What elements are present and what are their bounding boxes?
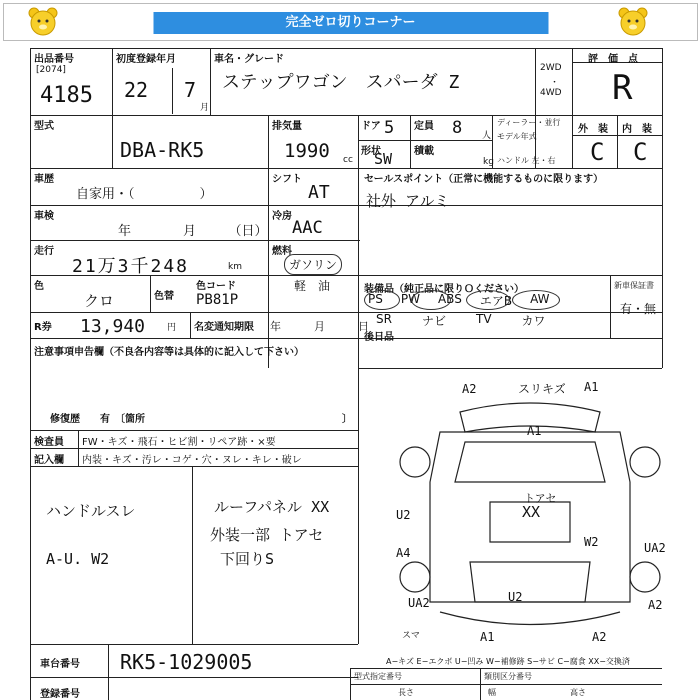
model-type-value: DBA-RK5 [120, 138, 205, 162]
equipment-label: 装備品（純正品に限りＯください） [364, 284, 524, 295]
load-label: 積載 [414, 146, 434, 157]
type-designation-label: 型式指定番号 [354, 672, 402, 681]
car-name-value: ステップワゴン スパーダ Z [222, 72, 460, 93]
fuel-label: 燃料 [272, 246, 292, 257]
yen-unit: 円 [167, 323, 177, 333]
tax-value: 年 月 日 [270, 320, 369, 333]
equip-abs-circle [466, 290, 513, 310]
equip-pw-circle [411, 290, 451, 310]
drive-4wd: 4WD [540, 88, 562, 98]
color-value: クロ [84, 292, 115, 310]
note-left-2: A-U. W2 [46, 550, 110, 568]
drive-separator: ・ [550, 78, 560, 88]
new-warranty-label: 新車保証書 [614, 281, 654, 290]
color-code-label: 色コード [196, 281, 236, 292]
capacity-value: 8 [452, 118, 463, 138]
note-left-1: ハンドルスレ [46, 502, 136, 520]
color-code-value: PB81P [196, 292, 239, 308]
wheel-rear-right [630, 562, 660, 592]
sales-point-label: セールスポイント（正常に機能するものに限ります） [364, 174, 604, 185]
repair-label: 修復歴 有 〔箇所 [50, 414, 145, 425]
equip-tv: TV [475, 312, 492, 326]
mark-a1-front: A1 [584, 380, 599, 394]
mileage-value: 21万3千248 [72, 256, 190, 277]
car-name-label: 車名・グレード [214, 54, 284, 65]
body-type-label: 形状 [361, 146, 381, 157]
bear-mascot-icon [616, 6, 650, 38]
capacity-label: 定員 [414, 121, 434, 132]
repair-close: 〕 [342, 414, 352, 425]
damage-legend: A−キズ E−エクボ U−凹み W−補修跡 S−サビ C−腐食 XX−交換済 [386, 657, 630, 666]
model-type-label: 型式 [34, 121, 54, 132]
displacement-value: 1990 [284, 140, 330, 162]
shift-label: シフト [272, 174, 302, 185]
mark-a1-hood: A1 [527, 424, 542, 438]
warranty-value: 有・無 [620, 302, 657, 316]
mark-a2-front: A2 [462, 382, 477, 396]
wheel-front-left [400, 447, 430, 477]
interior-grade: C [633, 138, 648, 166]
shift-value: AT [308, 182, 330, 203]
entry-label: 記入欄 [34, 455, 64, 466]
doors-label: ドア [361, 121, 381, 132]
equip-sr: SR [376, 312, 392, 326]
grade-label: 評 価 点 [588, 54, 638, 65]
handle-label: ハンドル 左・右 [497, 156, 556, 165]
equip-navi: ナビ [421, 314, 446, 328]
note-right-3: 下回りS [220, 550, 275, 568]
inspector-items: FW・キズ・飛石・ヒビ割・リペア跡・×要 [82, 437, 276, 448]
ticket-label: R券 [34, 322, 52, 333]
mark-a2-right: A2 [648, 598, 663, 612]
inspection-value: 年 月 （日） [118, 224, 268, 239]
chassis-label: 車台番号 [40, 659, 80, 670]
drive-2wd: 2WD [540, 63, 562, 73]
lot-number: 4185 [40, 83, 93, 108]
capacity-unit: 人 [482, 131, 492, 141]
fuel-diesel: 軽 油 [294, 279, 331, 293]
body-type-value: SW [374, 150, 393, 168]
lot-code: [2074] [36, 65, 66, 75]
wheel-front-right [630, 447, 660, 477]
tax-label: 名変通知期限 [194, 322, 254, 333]
length-label: 長さ [398, 688, 414, 697]
model-year-label: モデル年式 [497, 132, 537, 141]
entry-items: 内装・キズ・汚レ・コゲ・穴・ヌレ・キレ・破レ [82, 455, 302, 466]
exterior-grade: C [590, 138, 605, 166]
rear-bumper-outline [440, 612, 620, 625]
reg-month: 7 [184, 78, 197, 102]
dealer-label: ディーラー・並行 [497, 118, 561, 127]
usage-value: 自家用・（ ） [76, 187, 213, 202]
ticket-value: 13,940 [80, 316, 146, 337]
lot-label: 出品番号 [34, 54, 74, 65]
mark-a4: A4 [396, 546, 411, 560]
first-reg-label: 初度登録年月 [116, 54, 176, 65]
equip-ps: PS [368, 292, 383, 306]
equipment-row-2 [376, 312, 546, 329]
sales-point-value: 社外 アルミ [366, 192, 450, 210]
mark-xx: XX [522, 503, 541, 521]
notes-label: 注意事項申告欄（不良各内容等は具体的に記入して下さい） [34, 347, 304, 358]
page-title: 完全ゼロ切りコーナー [153, 12, 548, 34]
inspector-label: 検査員 [34, 437, 64, 448]
class-number-label: 類別区分番号 [484, 672, 532, 681]
mark-door-color: トアセ [524, 492, 557, 505]
rear-window-outline [470, 562, 590, 602]
equip-airbag: エアB [479, 294, 513, 308]
cc-unit: cc [343, 155, 353, 165]
equip-airbag-circle [512, 290, 560, 310]
month-unit: 月 [200, 103, 210, 113]
after-day-label: 後日品 [364, 332, 394, 343]
height-label: 高さ [570, 688, 586, 697]
mark-w2: W2 [584, 535, 599, 549]
color-label: 色 [34, 281, 44, 292]
equip-aw: AW [530, 292, 550, 306]
note-right-1: ルーフパネル XX [214, 498, 330, 516]
doors-value: 5 [384, 118, 395, 138]
bear-mascot-icon [26, 6, 60, 38]
mark-u2-rear: U2 [508, 590, 523, 604]
mark-sma: スマ [402, 631, 420, 641]
chassis-value: RK5-1029005 [120, 650, 253, 674]
mark-ua2-left: UA2 [408, 596, 430, 610]
displacement-label: 排気量 [272, 121, 302, 132]
ac-value: AAC [292, 218, 323, 238]
color-change-label: 色替 [154, 291, 174, 302]
header-bar [3, 3, 698, 41]
equip-pw: PW [400, 292, 420, 306]
reg-year: 22 [124, 78, 149, 102]
reg-no-label: 登録番号 [40, 689, 80, 700]
wheel-rear-left [400, 562, 430, 592]
mark-u2-left: U2 [396, 508, 411, 522]
mileage-label: 走行 [34, 246, 54, 257]
note-right-2: 外装一部 トアセ [210, 526, 324, 544]
kg-unit: kg [483, 157, 494, 167]
usage-label: 車歴 [34, 174, 54, 185]
mark-a1-rear: A1 [480, 630, 495, 644]
equip-ps-circle [364, 290, 400, 310]
grade-value: R [612, 68, 633, 108]
ac-label: 冷房 [272, 211, 292, 222]
mark-a2-rear: A2 [592, 630, 607, 644]
windshield-outline [455, 442, 605, 482]
width-label: 幅 [488, 688, 496, 697]
mark-scratch: スリキズ [518, 382, 566, 396]
equip-leather: カワ [521, 314, 546, 328]
exterior-label: 外 装 [578, 124, 608, 135]
interior-label: 内 装 [622, 124, 652, 135]
mark-ua2-right: UA2 [644, 541, 666, 555]
km-unit: km [228, 262, 242, 272]
equip-abs: ABS [437, 292, 462, 306]
inspection-label: 車検 [34, 211, 54, 222]
fuel-gasoline-circled: ガソリン [284, 254, 342, 275]
